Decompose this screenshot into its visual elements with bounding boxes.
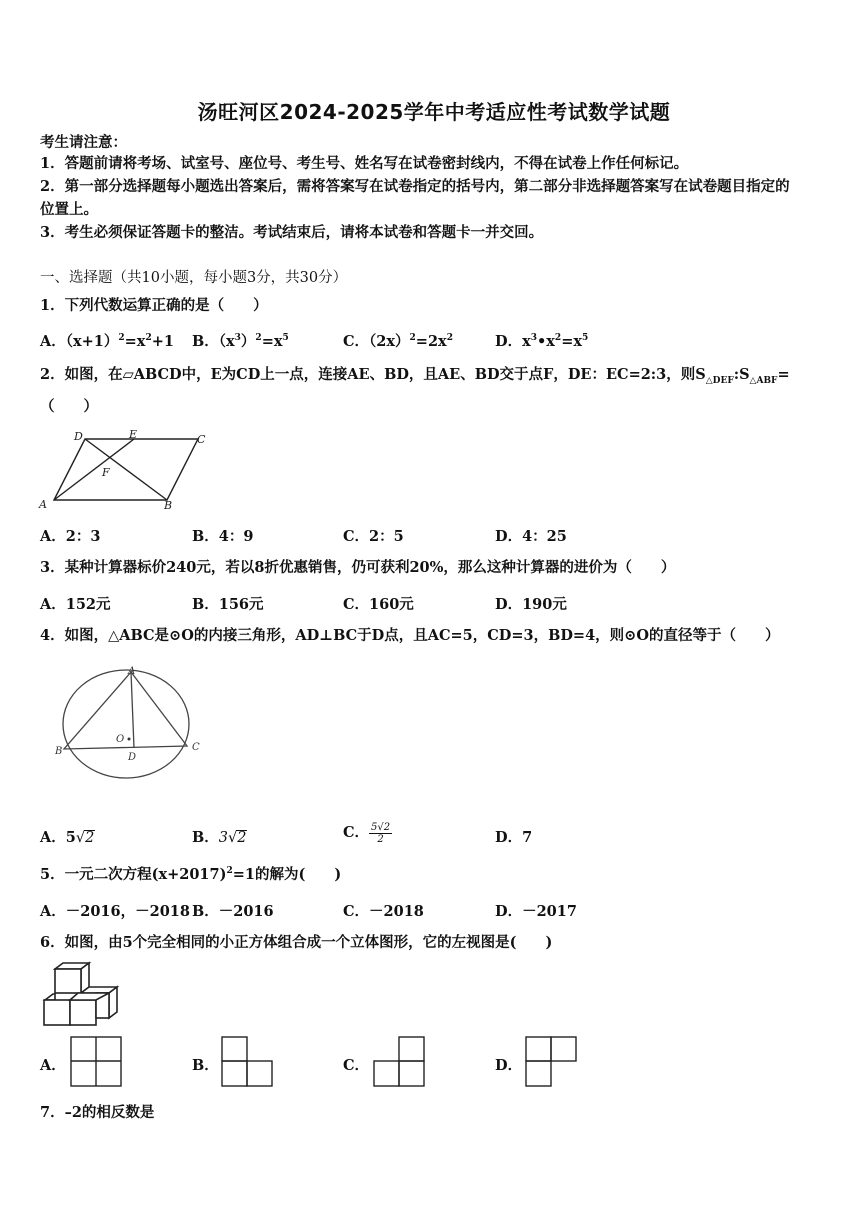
q4-option-d: D．7 bbox=[495, 829, 533, 846]
notice-item-2-cont: 位置上。 bbox=[40, 201, 98, 218]
q3-option-a: A．152元 bbox=[40, 596, 111, 613]
cube-solid-figure bbox=[40, 960, 122, 1030]
q4-option-c: C． $\frac{5√2}{2}$ bbox=[343, 821, 391, 845]
label-b: B bbox=[164, 499, 173, 512]
q3-option-b: B．156元 bbox=[192, 596, 264, 613]
q6-option-d-figure bbox=[525, 1036, 579, 1088]
q6-option-a-figure bbox=[70, 1036, 122, 1088]
q5-option-b: B．－2016 bbox=[192, 903, 274, 920]
notice-item-1: 1．答题前请将考场、试室号、座位号、考生号、姓名写在试卷密封线内，不得在试卷上作任何标记。 bbox=[40, 155, 689, 172]
section-heading: 一、选择题（共10小题，每小题3分，共30分） bbox=[40, 270, 348, 286]
label-b: B bbox=[55, 746, 63, 757]
label-a: A bbox=[39, 498, 47, 511]
notice-item-2: 2．第一部分选择题每小题选出答案后，需将答案写在试卷指定的括号内，第二部分非选择题答案写在试卷题目指定的 bbox=[40, 178, 790, 195]
circle-triangle-figure bbox=[50, 662, 210, 782]
question-7-stem: 7．–2的相反数是 bbox=[40, 1104, 155, 1121]
q6-option-a-label: A． bbox=[40, 1057, 66, 1074]
q6-option-c-figure bbox=[373, 1036, 427, 1088]
q1-option-b: B．$(x^3)^2=x^5$ bbox=[192, 333, 289, 350]
label-c: C bbox=[197, 433, 206, 446]
label-a: A bbox=[128, 666, 136, 677]
q5-option-a: A．－2016，－2018 bbox=[40, 903, 190, 920]
label-f: F bbox=[102, 466, 110, 479]
label-d: D bbox=[128, 752, 137, 763]
q6-option-b-label: B． bbox=[192, 1057, 219, 1074]
notice-item-3: 3．考生必须保证答题卡的整洁。考试结束后，请将本试卷和答题卡一并交回。 bbox=[40, 224, 544, 241]
q2-option-d: D．4：25 bbox=[495, 528, 567, 545]
q5-option-c: C．－2018 bbox=[343, 903, 424, 920]
label-o: O bbox=[116, 734, 125, 745]
question-3-stem: 3．某种计算器标价240元，若以8折优惠销售，仍可获利20%，那么这种计算器的进价为（ ） bbox=[40, 559, 676, 576]
page-title: 汤旺河区2024-2025学年中考适应性考试数学试题 bbox=[197, 100, 671, 124]
q4-option-a: A．5√2 bbox=[40, 829, 95, 846]
notice-heading: 考生请注意： bbox=[40, 134, 127, 151]
q5-option-d: D．－2017 bbox=[495, 903, 577, 920]
question-4-stem: 4．如图，△ABC是⊙O的内接三角形，AD⊥BC于D点，且AC=5，CD=3，BD=4，则⊙O的直径等于（ ） bbox=[40, 627, 780, 644]
q6-option-c-label: C． bbox=[343, 1057, 370, 1074]
question-6-stem: 6．如图，由5个完全相同的小正方体组合成一个立体图形，它的左视图是( ) bbox=[40, 934, 553, 951]
question-1-stem: 1．下列代数运算正确的是（ ） bbox=[40, 297, 268, 314]
question-2-paren: （ ） bbox=[40, 398, 98, 415]
q1-option-a: A．$(x+1)^2=x^2+1$ bbox=[40, 333, 174, 350]
label-d: D bbox=[74, 430, 83, 443]
label-e: E bbox=[129, 428, 138, 441]
q6-option-d-label: D． bbox=[495, 1057, 523, 1074]
q1-option-d: D．$x^3•x^2=x^5$ bbox=[495, 333, 589, 350]
q4-option-b: B．3√2 bbox=[192, 829, 247, 846]
question-5-stem: 5．一元二次方程$(x+2017)^2=1$的解为( ) bbox=[40, 866, 342, 883]
q2-option-c: C．2：5 bbox=[343, 528, 404, 545]
q3-option-d: D．190元 bbox=[495, 596, 567, 613]
question-2-stem: 2．如图，在▱ABCD中，E为CD上一点，连接AE、BD，且AE、BD交于点F，DE：EC=2:3，则$S_{\triangle DEF}:S_{\triangle ABF}=$ bbox=[40, 366, 790, 386]
label-c: C bbox=[192, 742, 200, 753]
q3-option-c: C．160元 bbox=[343, 596, 414, 613]
q2-option-b: B．4：9 bbox=[192, 528, 254, 545]
q2-option-a: A．2：3 bbox=[40, 528, 101, 545]
q6-option-b-figure bbox=[220, 1036, 274, 1088]
q1-option-c: C．$(2x)^2=2x^2$ bbox=[343, 333, 453, 350]
parallelogram-figure bbox=[36, 428, 216, 514]
